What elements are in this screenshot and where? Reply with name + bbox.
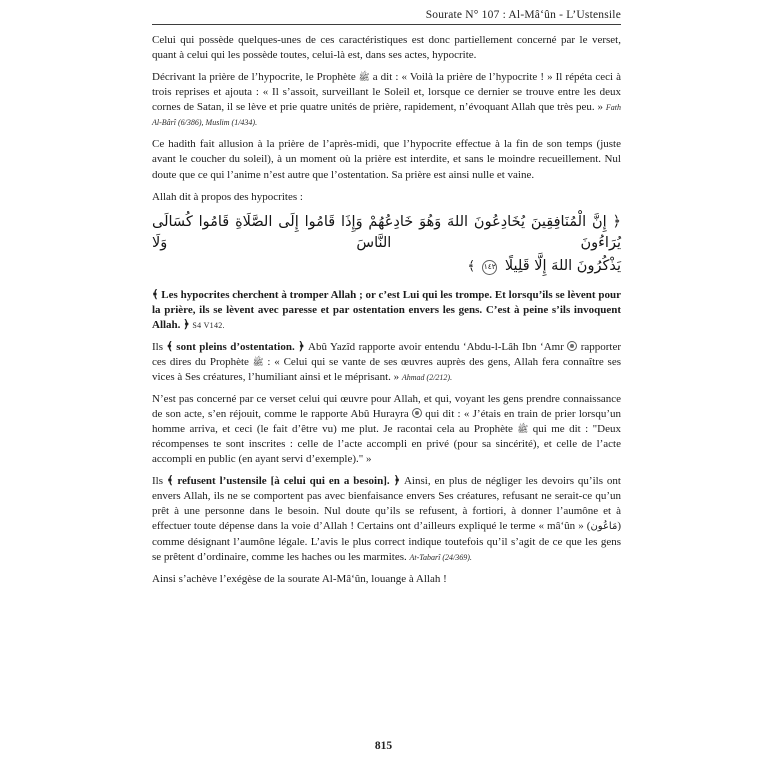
- body-text: : « Celui qui se vante de ses œuvres auprès des gens, Allah fera connaître ses vices à Ses créatures, l’humiliant ainsi et le méprisant. »: [152, 355, 621, 383]
- paragraph-hadith-priere: [152, 70, 621, 130]
- arabic-verse-line2: [152, 255, 621, 277]
- body-text: qui me dit : "Deux récompenses te sont inscrites : celle de l’acte accompli en privé (pour sa sincérité), et celle de l’acte accompli en public (en ayant servi d’exemple)." »: [152, 423, 621, 466]
- quran-translation-text: ﴾ refusent l’ustensile [à celui qui en a besoin]. ﴿: [166, 475, 401, 488]
- page-number: 815: [374, 740, 393, 752]
- radiallahu-anhu-honorific-icon: [567, 341, 577, 351]
- saws-honorific-icon: ﷺ: [358, 73, 370, 84]
- text-column: [152, 9, 621, 594]
- body-text: Abû Yazîd rapporte avoir entendu ‘Abdu-l-Lâh Ibn ‘Amr: [304, 340, 568, 353]
- radiallahu-anhu-honorific-icon: [412, 408, 422, 418]
- body-text: qui dit : « J’étais en train de prier lorsqu’un homme arriva, et ceci (le fait d’être vu) me plut. Je racontai cela au Prophète: [152, 408, 621, 436]
- source-citation: Fath Al-Bârî (6/386), Muslim (1/434).: [152, 103, 621, 128]
- source-citation: At-Tabarî (24/369).: [409, 552, 472, 562]
- verse-reference: S4 V142.: [192, 320, 225, 330]
- paragraph-intro: [152, 33, 621, 63]
- chapter-title: Sourate N° 107 : Al-Mâ‘ûn - L’Ustensile: [425, 9, 621, 21]
- body-text: Décrivant la prière de l’hypocrite, le Prophète: [152, 71, 359, 84]
- paragraph-explication-hadith: [152, 137, 621, 182]
- paragraph-ostentation: [152, 340, 621, 385]
- body-text: ) comme désignant l’aumône légale. L’avis le plus correct indique toutefois qu’il s’agit de ce que les gens se prêtent d’ordinaire, comme les haches ou les marmites.: [152, 520, 621, 563]
- saws-honorific-icon: ﷺ: [252, 357, 264, 368]
- paragraph-annonce-verset: [152, 190, 621, 205]
- body-text: a dit : « Voilà la prière de l’hypocrite ! » Il répéta ceci à trois reprises et ajouta : « Il s’assoit, surveillant le Soleil et, lorsque ce dernier se trouve entre les deux cornes de Satan, il se lève et prie quatre unités de prière, rapidement, n’évoquant Allah que très peu. »: [152, 71, 621, 114]
- source-citation: Ahmad (2/212).: [401, 372, 453, 382]
- paragraph-conclusion: [152, 572, 621, 587]
- verse-closing-ornament: ﴾: [467, 259, 480, 275]
- verse-number-badge: ١٤٢: [482, 260, 497, 275]
- paragraph-abu-hurayra: [152, 392, 621, 467]
- quran-translation-text: ﴾ Les hypocrites cherchent à tromper Allah ; or c’est Lui qui les trompe. Et lorsqu’ils se lèvent pour la prière, ils se lèvent avec paresse et par ostentation envers les gens. C’est à peine s’ils invoquent Allah. ﴿: [152, 288, 621, 331]
- paragraph-traduction-verset: [152, 288, 621, 333]
- body-text: Allah dit à propos des hypocrites :: [152, 190, 303, 203]
- body-text: Ils: [152, 340, 167, 353]
- body-text: rapporter ces dires du Prophète: [152, 340, 622, 368]
- body-text: Ce hadith fait allusion à la prière de l’après-midi, que l’hypocrite effectue à la fin de son temps (juste avant le coucher du soleil), à un moment où la prière est interdite, et sans le moindre recueillement. Nul doute que ce qui l’anime n’est autre que l’ostentation. Sa prière est ainsi nulle et vaine.: [152, 138, 621, 181]
- paragraph-ustensile: [152, 474, 621, 564]
- saws-honorific-icon: ﷺ: [517, 425, 529, 436]
- arabic-term: مَاعُون: [590, 521, 618, 533]
- quran-translation-text: ﴾ sont pleins d’ostentation. ﴿: [166, 340, 305, 353]
- arabic-verse-line1: ﴿ إِنَّ الْمُنَافِقِينَ يُخَادِعُونَ اللهَ وَهُوَ خَادِعُهُمْ وَإِذَا قَامُوا إِلَى الصَّلَاةِ قَامُوا كُسَالَى يُرَاءُونَ النَّاسَ وَلَا: [152, 213, 621, 252]
- body-text: Ainsi s’achève l’exégèse de la sourate Al-Mâ‘ûn, louange à Allah !: [152, 572, 447, 585]
- page-body: [152, 33, 621, 587]
- quran-verse-4-142: [152, 212, 621, 278]
- running-header: [152, 9, 621, 25]
- body-text: Ainsi, en plus de négliger les devoirs qu’ils ont envers Allah, ils ne se comportent pas avec bienfaisance envers Ses créatures, refusant ne serait-ce qu’un prêt à une personne dans le besoin. Nul doute qu’ils se refusent, à fortiori, à donner l’aumône et à effectuer toute dépense dans la voie d’Allah ! Certains ont d’ailleurs expliqué le terme « mâ‘ûn » (: [152, 475, 621, 533]
- arabic-verse-text: يَذْكُرُونَ اللهَ إِلَّا قَلِيلًا: [500, 258, 621, 275]
- body-text: N’est pas concerné par ce verset celui qui œuvre pour Allah, et qui, voyant les gens prendre connaissance de son acte, s’en réjouit, comme le rapporte Abû Hurayra: [152, 392, 621, 421]
- body-text: Celui qui possède quelques-unes de ces caractéristiques est donc partiellement concerné par le verset, quant à celui qui les possède toutes, celui-là est, dans ses actes, hypocrite.: [152, 34, 621, 62]
- body-text: Ils: [152, 475, 167, 488]
